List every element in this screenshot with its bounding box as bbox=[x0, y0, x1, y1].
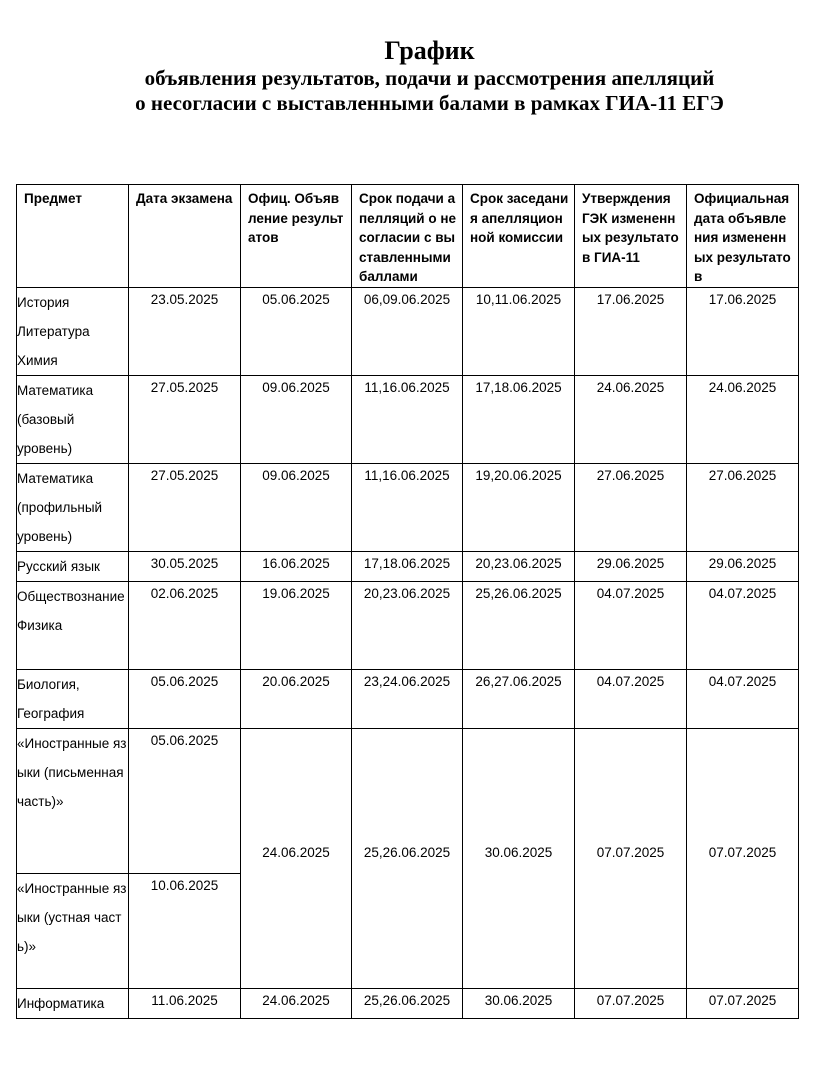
results-date: 05.06.2025 bbox=[262, 292, 330, 307]
official-date: 04.07.2025 bbox=[708, 674, 777, 689]
gek-date: 04.07.2025 bbox=[596, 674, 665, 689]
official-date: 17.06.2025 bbox=[708, 292, 777, 307]
gek-date: 24.06.2025 bbox=[596, 380, 665, 395]
subject-line: Математика bbox=[17, 471, 94, 486]
subject-line: География bbox=[17, 706, 85, 721]
results-date: 20.06.2025 bbox=[262, 674, 330, 689]
subject-line: уровень) bbox=[17, 529, 73, 544]
subject-line: Русский язык bbox=[17, 559, 100, 574]
gek-date: 07.07.2025 bbox=[596, 993, 665, 1008]
official-date: 29.06.2025 bbox=[708, 556, 777, 571]
subject-cell bbox=[17, 376, 129, 464]
official-date: 04.07.2025 bbox=[708, 586, 777, 601]
results-date: 09.06.2025 bbox=[262, 380, 330, 395]
table-row bbox=[17, 552, 799, 582]
subject-line: Математика bbox=[17, 383, 94, 398]
exam-date: 02.06.2025 bbox=[150, 586, 219, 601]
document-title bbox=[0, 36, 819, 116]
title-line-2: о несогласии с выставленными балами в рамках ГИА-11 ЕГЭ bbox=[135, 91, 724, 115]
subject-line: Информатика bbox=[17, 996, 105, 1011]
table-row bbox=[17, 989, 799, 1019]
commission-dates: 10,11.06.2025 bbox=[475, 292, 562, 307]
commission-dates: 20,23.06.2025 bbox=[475, 556, 562, 571]
table-row bbox=[17, 582, 799, 670]
commission-dates: 26,27.06.2025 bbox=[475, 674, 562, 689]
appeal-dates: 20,23.06.2025 bbox=[363, 586, 451, 601]
exam-date: 10.06.2025 bbox=[150, 878, 219, 893]
exam-date: 27.05.2025 bbox=[150, 380, 219, 395]
results-date: 19.06.2025 bbox=[262, 586, 330, 601]
exam-date: 11.06.2025 bbox=[151, 993, 218, 1008]
header-exam-date: Дата экзамена bbox=[129, 185, 241, 288]
official-date: 24.06.2025 bbox=[708, 380, 777, 395]
subject-line: Обществознание bbox=[17, 589, 125, 604]
gek-date: 07.07.2025 bbox=[596, 845, 665, 860]
subject-cell bbox=[17, 670, 129, 729]
table-row bbox=[17, 376, 799, 464]
subject-line: Физика bbox=[17, 618, 63, 633]
official-date: 27.06.2025 bbox=[708, 468, 777, 483]
subject-cell bbox=[17, 552, 129, 582]
commission-dates: 30.06.2025 bbox=[484, 993, 553, 1008]
gek-date: 04.07.2025 bbox=[596, 586, 665, 601]
subject-line: Литература bbox=[17, 324, 90, 339]
exam-date: 27.05.2025 bbox=[150, 468, 219, 483]
appeal-dates: 17,18.06.2025 bbox=[363, 556, 451, 571]
title-line-1: объявления результатов, подачи и рассмотрения апелляций bbox=[144, 66, 715, 90]
subject-cell bbox=[17, 729, 129, 874]
official-date: 07.07.2025 bbox=[708, 845, 777, 860]
subject-line: История bbox=[17, 295, 70, 310]
results-date: 24.06.2025 bbox=[262, 845, 330, 860]
header-appeal-deadline: Срок подачи апелляций о несогласии с выставленными баллами bbox=[352, 185, 463, 288]
appeal-dates: 25,26.06.2025 bbox=[363, 993, 451, 1008]
subject-cell bbox=[17, 464, 129, 552]
subject-line: «Иностранные языки (письменная часть)» bbox=[17, 736, 127, 809]
subject-line: (базовый bbox=[17, 412, 75, 427]
official-date: 07.07.2025 bbox=[708, 993, 777, 1008]
table-row bbox=[17, 670, 799, 729]
header-subject: Предмет bbox=[17, 185, 129, 288]
header-results-date: Офиц. Объявление результатов bbox=[241, 185, 352, 288]
title-main: График bbox=[384, 36, 475, 65]
subject-cell bbox=[17, 874, 129, 989]
subject-line: уровень) bbox=[17, 441, 73, 456]
exam-date: 05.06.2025 bbox=[150, 674, 219, 689]
gek-date: 29.06.2025 bbox=[596, 556, 665, 571]
subject-line: «Иностранные языки (устная часть)» bbox=[17, 881, 127, 954]
appeal-dates: 23,24.06.2025 bbox=[363, 674, 451, 689]
exam-date: 30.05.2025 bbox=[150, 556, 219, 571]
commission-dates: 17,18.06.2025 bbox=[475, 380, 562, 395]
gek-date: 17.06.2025 bbox=[596, 292, 665, 307]
header-gek-approval: Утверждения ГЭК измененных результатов ГИА-11 bbox=[575, 185, 687, 288]
schedule-table bbox=[16, 184, 799, 1019]
subject-cell bbox=[17, 582, 129, 670]
table-header-row bbox=[17, 185, 799, 288]
gek-date: 27.06.2025 bbox=[596, 468, 665, 483]
results-date: 09.06.2025 bbox=[262, 468, 330, 483]
table-row-foreign-written bbox=[17, 729, 799, 874]
exam-date: 23.05.2025 bbox=[150, 292, 219, 307]
results-date: 24.06.2025 bbox=[262, 993, 330, 1008]
subject-line: Биология, bbox=[17, 677, 80, 692]
subject-line: (профильный bbox=[17, 500, 103, 515]
subject-cell bbox=[17, 288, 129, 376]
commission-dates: 19,20.06.2025 bbox=[475, 468, 562, 483]
appeal-dates: 25,26.06.2025 bbox=[363, 845, 451, 860]
table-row bbox=[17, 288, 799, 376]
header-official-date: Официальная дата объявления измененных результатов bbox=[687, 185, 799, 288]
subject-line: Химия bbox=[17, 353, 58, 368]
table-row bbox=[17, 464, 799, 552]
commission-dates: 25,26.06.2025 bbox=[475, 586, 562, 601]
subject-cell bbox=[17, 989, 129, 1019]
commission-dates: 30.06.2025 bbox=[484, 845, 553, 860]
exam-date: 05.06.2025 bbox=[150, 733, 219, 748]
appeal-dates: 06,09.06.2025 bbox=[363, 292, 451, 307]
appeal-dates: 11,16.06.2025 bbox=[364, 380, 450, 395]
results-date: 16.06.2025 bbox=[262, 556, 330, 571]
appeal-dates: 11,16.06.2025 bbox=[364, 468, 450, 483]
header-commission-date: Срок заседания апелляционной комиссии bbox=[463, 185, 575, 288]
